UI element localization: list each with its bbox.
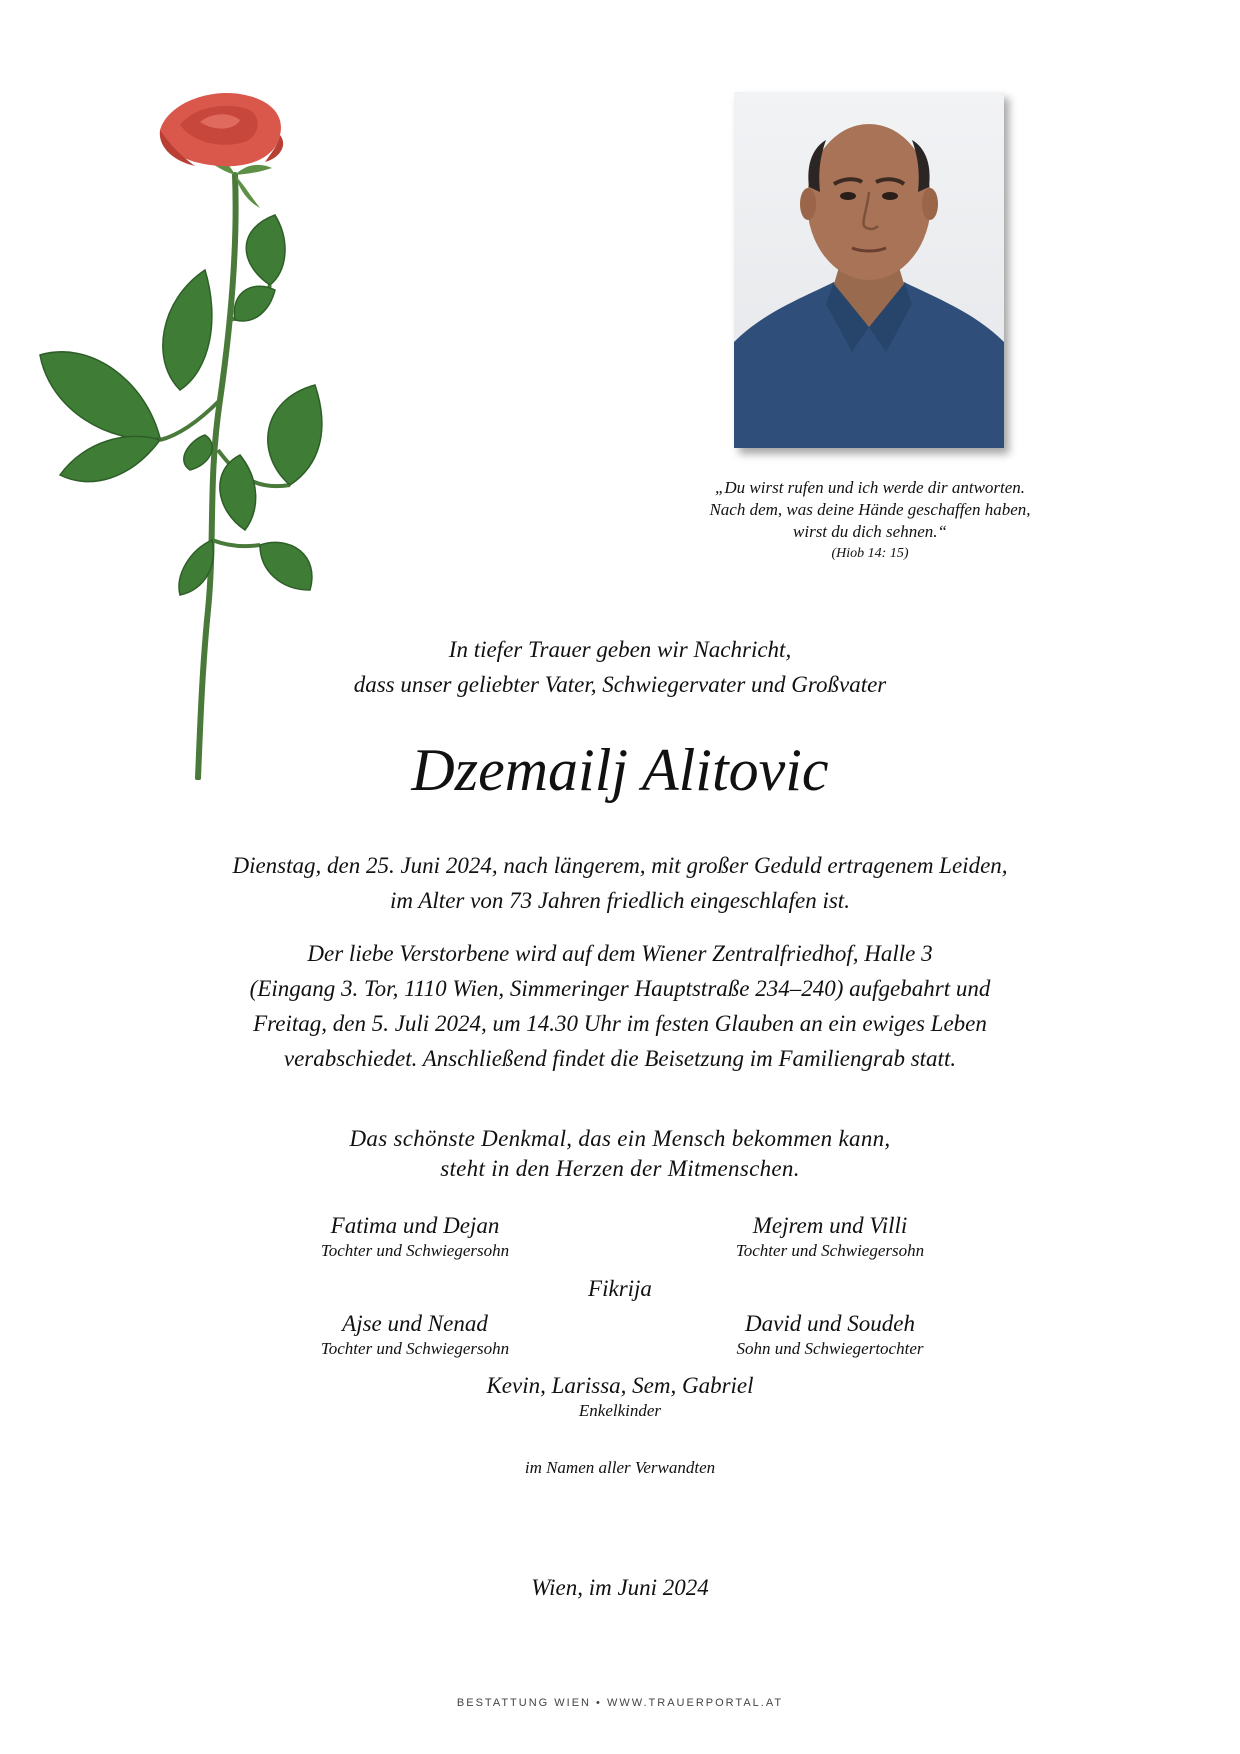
announcement-intro — [200, 632, 1040, 702]
intro-line-2: dass unser geliebter Vater, Schwiegervater und Großvater — [353, 672, 887, 697]
mourner-relation: Sohn und Schwiegertochter — [736, 1339, 924, 1358]
body-p1-line-2: im Alter von 73 Jahren friedlich eingeschlafen ist. — [390, 888, 850, 913]
quote-line-1: „Du wirst rufen und ich werde dir antworten. — [714, 478, 1026, 497]
mourner-right-top — [660, 1212, 1000, 1262]
mourner-left-bottom — [250, 1310, 580, 1360]
mourner-center — [300, 1275, 940, 1303]
body-p2-line-4: verabschiedet. Anschließend findet die Beisetzung im Familiengrab statt. — [283, 1046, 957, 1071]
quote-line-3: wirst du dich sehnen.“ — [793, 522, 947, 541]
body-p2-line-2: (Eingang 3. Tor, 1110 Wien, Simmeringer Hauptstraße 234–240) aufgebahrt und — [249, 976, 991, 1001]
bible-quote — [650, 477, 1090, 565]
portrait-photo — [734, 92, 1004, 448]
mourner-relation: Tochter und Schwiegersohn — [735, 1241, 925, 1260]
body-p2-line-3: Freitag, den 5. Juli 2024, um 14.30 Uhr im festen Glauben an ein ewiges Leben — [253, 1011, 987, 1036]
mourner-relation: Enkelkinder — [578, 1401, 662, 1420]
announcement-body — [150, 848, 1090, 1076]
mourner-relation: Tochter und Schwiegersohn — [320, 1339, 510, 1358]
mourner-name: Fikrija — [588, 1276, 652, 1301]
mourner-left-top — [250, 1212, 580, 1262]
quote-line-2: Nach dem, was deine Hände geschaffen haben, — [709, 500, 1031, 519]
place-date: Wien, im Juni 2024 — [531, 1575, 709, 1600]
rose-bloom — [160, 93, 283, 166]
motto-line-2: steht in den Herzen der Mitmenschen. — [440, 1156, 800, 1181]
closing-line: im Namen aller Verwandten — [524, 1458, 716, 1477]
footer-credit: BESTATTUNG WIEN • WWW.TRAUERPORTAL.AT — [456, 1697, 784, 1709]
body-paragraph-1 — [150, 848, 1090, 918]
quote-reference: (Hiob 14: 15) — [831, 546, 909, 561]
mourner-name: Mejrem und Villi — [752, 1213, 908, 1238]
memorial-motto — [200, 1124, 1040, 1184]
mourner-name: Ajse und Nenad — [342, 1311, 488, 1336]
body-paragraph-2 — [150, 936, 1090, 1076]
mourner-name: David und Soudeh — [745, 1311, 915, 1336]
mourner-name: Kevin, Larissa, Sem, Gabriel — [486, 1373, 754, 1398]
deceased-name: Dzemailj Alitovic — [411, 737, 829, 803]
body-p1-line-1: Dienstag, den 25. Juni 2024, nach längerem, mit großer Geduld ertragenem Leiden, — [232, 853, 1008, 878]
rose-leaves — [40, 215, 322, 595]
motto-line-1: Das schönste Denkmal, das ein Mensch bekommen kann, — [349, 1126, 891, 1151]
intro-line-1: In tiefer Trauer geben wir Nachricht, — [448, 637, 792, 662]
body-p2-line-1: Der liebe Verstorbene wird auf dem Wiener Zentralfriedhof, Halle 3 — [307, 941, 933, 966]
portrait-image — [734, 92, 1004, 448]
mourner-name: Fatima und Dejan — [330, 1213, 500, 1238]
mourner-right-bottom — [660, 1310, 1000, 1360]
mourner-relation: Tochter und Schwiegersohn — [320, 1241, 510, 1260]
mourner-grandchildren — [300, 1372, 940, 1422]
